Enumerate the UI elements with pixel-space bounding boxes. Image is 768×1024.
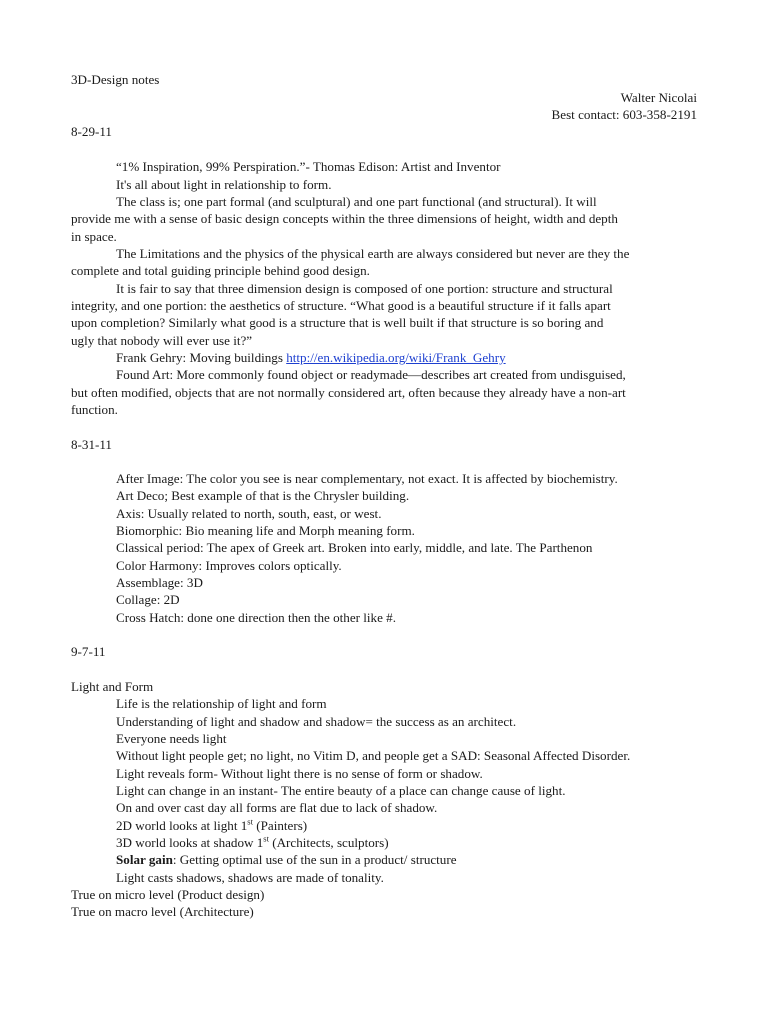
solar-gain-term: Solar gain <box>116 852 173 867</box>
glossary-item: Color Harmony: Improves colors optically. <box>116 558 342 573</box>
section-heading-light-form: Light and Form <box>71 679 154 694</box>
section-date-3: 9-7-11 <box>71 644 106 659</box>
glossary-item: Biomorphic: Bio meaning life and Morph meaning form. <box>116 523 415 538</box>
paragraph-structure-line: integrity, and one portion: the aesthetics of structure. “What good is a beautiful structure if it falls apart <box>71 298 611 313</box>
note-micro-level: True on micro level (Product design) <box>71 887 265 902</box>
note-3d-text: 3D world looks at shadow 1 <box>116 835 264 850</box>
note-solar-gain <box>116 851 457 868</box>
glossary-item: Collage: 2D <box>116 592 180 607</box>
note-item: Life is the relationship of light and form <box>116 696 327 711</box>
section-date-1: 8-29-11 <box>71 124 112 139</box>
glossary-item: Art Deco; Best example of that is the Chrysler building. <box>116 488 410 503</box>
paragraph-class-line: in space. <box>71 229 117 244</box>
section-date-2: 8-31-11 <box>71 437 112 452</box>
note-item: Light can change in an instant- The entire beauty of a place can change cause of light. <box>116 783 566 798</box>
paragraph-structure-line: ugly that nobody will ever use it?” <box>71 333 253 348</box>
note-item: Light casts shadows, shadows are made of tonality. <box>116 870 384 885</box>
glossary-item: Axis: Usually related to north, south, east, or west. <box>116 506 382 521</box>
paragraph-light-form: It's all about light in relationship to form. <box>116 177 332 192</box>
paragraph-found-art-line: function. <box>71 402 118 417</box>
paragraph-found-art-line: but often modified, objects that are not normally considered art, often because they already have a non-art <box>71 385 626 400</box>
note-item: Light reveals form- Without light there is no sense of form or shadow. <box>116 766 483 781</box>
paragraph-structure-line: upon completion? Similarly what good is a structure that is well built if that structure is so boring and <box>71 315 604 330</box>
paragraph-found-art-line: Found Art: More commonly found object or readymade—describes art created from undisguised, <box>116 367 626 382</box>
edison-quote: “1% Inspiration, 99% Perspiration.”- Thomas Edison: Artist and Inventor <box>116 159 501 174</box>
glossary-item: After Image: The color you see is near complementary, not exact. It is affected by biochemistry. <box>116 471 618 486</box>
document-title: 3D-Design notes <box>71 72 160 87</box>
note-2d-world <box>116 817 307 834</box>
note-item: Without light people get; no light, no Vitim D, and people get a SAD: Seasonal Affected Disorder. <box>116 748 631 763</box>
note-item: Everyone needs light <box>116 731 227 746</box>
solar-gain-definition: : Getting optimal use of the sun in a product/ structure <box>172 852 457 867</box>
author-name: Walter Nicolai <box>620 90 697 105</box>
paragraph-class-line: provide me with a sense of basic design concepts within the three dimensions of height, width and depth <box>71 211 618 226</box>
author-contact: Best contact: 603-358-2191 <box>551 107 697 122</box>
note-3d-suffix: (Architects, sculptors) <box>268 835 389 850</box>
glossary-item: Cross Hatch: done one direction then the other like #. <box>116 610 396 625</box>
superscript: st <box>247 816 253 827</box>
glossary-item: Assemblage: 3D <box>116 575 203 590</box>
note-macro-level: True on macro level (Architecture) <box>71 904 254 919</box>
gehry-text: Frank Gehry: Moving buildings <box>116 350 287 365</box>
superscript: st <box>263 833 269 844</box>
paragraph-class-line: The class is; one part formal (and sculptural) and one part functional (and structural). It will <box>116 194 597 209</box>
glossary-item: Classical period: The apex of Greek art. Broken into early, middle, and late. The Parthenon <box>116 540 593 555</box>
note-2d-text: 2D world looks at light 1 <box>116 818 248 833</box>
note-3d-world <box>116 834 389 851</box>
note-item: On and over cast day all forms are flat due to lack of shadow. <box>116 800 438 815</box>
note-2d-suffix: (Painters) <box>252 818 308 833</box>
gehry-line <box>116 349 506 366</box>
note-item: Understanding of light and shadow and shadow= the success as an architect. <box>116 714 517 729</box>
gehry-wikipedia-link[interactable]: http://en.wikipedia.org/wiki/Frank_Gehry <box>286 350 506 365</box>
paragraph-structure-line: It is fair to say that three dimension design is composed of one portion: structure and structural <box>116 281 613 296</box>
paragraph-limitations-line: The Limitations and the physics of the physical earth are always considered but never are they the <box>116 246 630 261</box>
paragraph-limitations-line: complete and total guiding principle behind good design. <box>71 263 370 278</box>
